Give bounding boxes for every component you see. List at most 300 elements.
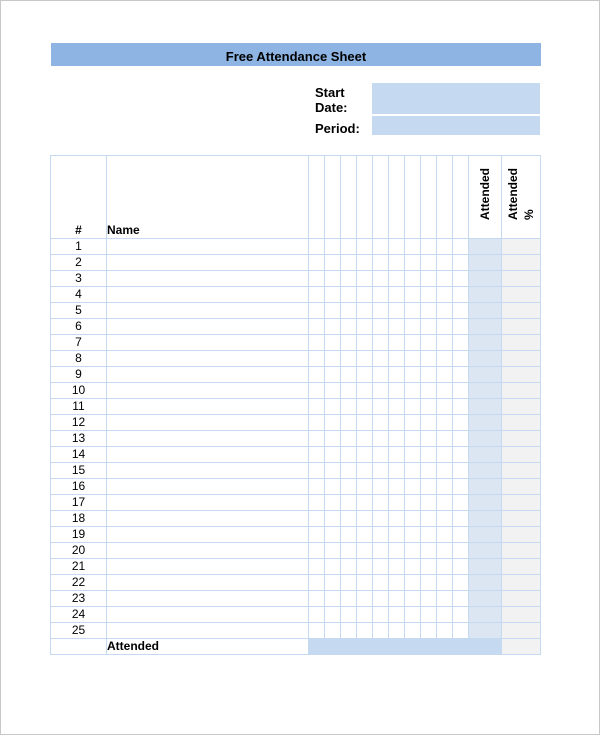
name-cell[interactable] [107, 511, 309, 527]
day-cell[interactable] [341, 367, 357, 383]
day-cell[interactable] [453, 271, 469, 287]
day-cell[interactable] [405, 383, 421, 399]
day-cell[interactable] [421, 415, 437, 431]
day-cell[interactable] [405, 591, 421, 607]
day-cell[interactable] [325, 575, 341, 591]
day-cell[interactable] [405, 335, 421, 351]
day-cell[interactable] [405, 271, 421, 287]
day-cell[interactable] [437, 271, 453, 287]
day-cell[interactable] [437, 431, 453, 447]
day-cell[interactable] [373, 607, 389, 623]
day-cell[interactable] [421, 591, 437, 607]
day-cell[interactable] [309, 543, 325, 559]
day-cell[interactable] [389, 463, 405, 479]
day-cell[interactable] [309, 367, 325, 383]
name-cell[interactable] [107, 527, 309, 543]
day-cell[interactable] [453, 543, 469, 559]
day-cell[interactable] [325, 319, 341, 335]
day-cell[interactable] [325, 559, 341, 575]
attended-cell[interactable] [469, 415, 502, 431]
day-cell[interactable] [341, 255, 357, 271]
day-cell[interactable] [373, 271, 389, 287]
attended-cell[interactable] [469, 255, 502, 271]
day-cell[interactable] [341, 591, 357, 607]
day-cell[interactable] [341, 543, 357, 559]
day-cell[interactable] [373, 527, 389, 543]
day-cell[interactable] [309, 575, 325, 591]
day-cell[interactable] [405, 463, 421, 479]
name-cell[interactable] [107, 383, 309, 399]
day-cell[interactable] [453, 607, 469, 623]
day-cell[interactable] [309, 527, 325, 543]
day-cell[interactable] [373, 447, 389, 463]
day-cell[interactable] [389, 511, 405, 527]
day-cell[interactable] [373, 383, 389, 399]
day-cell[interactable] [453, 463, 469, 479]
day-cell[interactable] [453, 239, 469, 255]
attended-cell[interactable] [469, 575, 502, 591]
day-cell[interactable] [437, 351, 453, 367]
day-cell[interactable] [437, 463, 453, 479]
day-cell[interactable] [405, 287, 421, 303]
day-cell[interactable] [341, 511, 357, 527]
day-cell[interactable] [437, 607, 453, 623]
day-cell[interactable] [453, 511, 469, 527]
day-cell[interactable] [325, 367, 341, 383]
day-cell[interactable] [341, 431, 357, 447]
day-cell[interactable] [437, 319, 453, 335]
day-cell[interactable] [357, 591, 373, 607]
day-cell[interactable] [357, 271, 373, 287]
day-cell[interactable] [325, 447, 341, 463]
day-cell[interactable] [389, 383, 405, 399]
day-cell[interactable] [357, 303, 373, 319]
attended-percent-cell[interactable] [502, 559, 541, 575]
day-cell[interactable] [421, 559, 437, 575]
day-cell[interactable] [389, 335, 405, 351]
day-cell[interactable] [357, 255, 373, 271]
day-cell[interactable] [437, 479, 453, 495]
day-cell[interactable] [453, 399, 469, 415]
day-cell[interactable] [325, 351, 341, 367]
attended-cell[interactable] [469, 607, 502, 623]
day-cell[interactable] [357, 559, 373, 575]
day-cell[interactable] [421, 287, 437, 303]
name-cell[interactable] [107, 415, 309, 431]
day-cell[interactable] [373, 319, 389, 335]
name-cell[interactable] [107, 303, 309, 319]
day-cell[interactable] [405, 511, 421, 527]
attended-percent-cell[interactable] [502, 463, 541, 479]
day-cell[interactable] [421, 335, 437, 351]
day-cell[interactable] [421, 463, 437, 479]
day-cell[interactable] [421, 383, 437, 399]
attended-percent-cell[interactable] [502, 287, 541, 303]
attended-percent-cell[interactable] [502, 303, 541, 319]
day-cell[interactable] [373, 479, 389, 495]
day-cell[interactable] [357, 351, 373, 367]
attended-percent-cell[interactable] [502, 271, 541, 287]
day-cell[interactable] [373, 351, 389, 367]
attended-cell[interactable] [469, 591, 502, 607]
day-cell[interactable] [389, 543, 405, 559]
day-cell[interactable] [341, 447, 357, 463]
day-cell[interactable] [405, 319, 421, 335]
attended-percent-cell[interactable] [502, 383, 541, 399]
day-cell[interactable] [325, 415, 341, 431]
day-cell[interactable] [341, 527, 357, 543]
day-cell[interactable] [373, 511, 389, 527]
day-cell[interactable] [341, 495, 357, 511]
day-cell[interactable] [357, 479, 373, 495]
day-cell[interactable] [405, 239, 421, 255]
name-cell[interactable] [107, 271, 309, 287]
day-cell[interactable] [437, 399, 453, 415]
day-cell[interactable] [437, 303, 453, 319]
day-cell[interactable] [357, 335, 373, 351]
day-cell[interactable] [309, 399, 325, 415]
day-cell[interactable] [453, 415, 469, 431]
day-cell[interactable] [325, 495, 341, 511]
day-cell[interactable] [421, 351, 437, 367]
name-cell[interactable] [107, 239, 309, 255]
attended-cell[interactable] [469, 543, 502, 559]
day-cell[interactable] [389, 287, 405, 303]
name-cell[interactable] [107, 351, 309, 367]
attended-percent-cell[interactable] [502, 431, 541, 447]
day-cell[interactable] [389, 575, 405, 591]
day-cell[interactable] [357, 447, 373, 463]
attended-percent-cell[interactable] [502, 255, 541, 271]
day-cell[interactable] [437, 255, 453, 271]
attended-cell[interactable] [469, 447, 502, 463]
attended-percent-cell[interactable] [502, 543, 541, 559]
day-cell[interactable] [453, 559, 469, 575]
day-cell[interactable] [341, 287, 357, 303]
name-cell[interactable] [107, 559, 309, 575]
day-cell[interactable] [453, 431, 469, 447]
day-cell[interactable] [357, 415, 373, 431]
attended-cell[interactable] [469, 239, 502, 255]
attended-cell[interactable] [469, 367, 502, 383]
day-cell[interactable] [437, 367, 453, 383]
day-cell[interactable] [421, 543, 437, 559]
day-cell[interactable] [357, 543, 373, 559]
name-cell[interactable] [107, 623, 309, 639]
day-cell[interactable] [357, 431, 373, 447]
attended-cell[interactable] [469, 319, 502, 335]
day-cell[interactable] [357, 527, 373, 543]
day-cell[interactable] [309, 591, 325, 607]
day-cell[interactable] [453, 383, 469, 399]
day-cell[interactable] [373, 591, 389, 607]
day-cell[interactable] [373, 575, 389, 591]
day-cell[interactable] [325, 607, 341, 623]
day-cell[interactable] [421, 239, 437, 255]
day-cell[interactable] [437, 239, 453, 255]
day-cell[interactable] [309, 495, 325, 511]
day-cell[interactable] [453, 303, 469, 319]
day-cell[interactable] [405, 367, 421, 383]
day-cell[interactable] [373, 543, 389, 559]
day-cell[interactable] [389, 303, 405, 319]
day-cell[interactable] [453, 335, 469, 351]
day-cell[interactable] [341, 575, 357, 591]
day-cell[interactable] [341, 271, 357, 287]
day-cell[interactable] [357, 239, 373, 255]
day-cell[interactable] [405, 527, 421, 543]
day-cell[interactable] [341, 351, 357, 367]
attended-percent-cell[interactable] [502, 399, 541, 415]
day-cell[interactable] [405, 303, 421, 319]
day-cell[interactable] [373, 431, 389, 447]
name-cell[interactable] [107, 591, 309, 607]
day-cell[interactable] [389, 447, 405, 463]
day-cell[interactable] [421, 431, 437, 447]
day-cell[interactable] [453, 623, 469, 639]
day-cell[interactable] [341, 607, 357, 623]
name-cell[interactable] [107, 607, 309, 623]
day-cell[interactable] [325, 271, 341, 287]
name-cell[interactable] [107, 543, 309, 559]
day-cell[interactable] [421, 319, 437, 335]
attended-cell[interactable] [469, 623, 502, 639]
day-cell[interactable] [309, 351, 325, 367]
attended-percent-cell[interactable] [502, 591, 541, 607]
day-cell[interactable] [341, 383, 357, 399]
day-cell[interactable] [325, 287, 341, 303]
day-cell[interactable] [389, 479, 405, 495]
day-cell[interactable] [357, 623, 373, 639]
day-cell[interactable] [437, 383, 453, 399]
name-cell[interactable] [107, 319, 309, 335]
day-cell[interactable] [357, 399, 373, 415]
day-cell[interactable] [325, 543, 341, 559]
day-cell[interactable] [357, 383, 373, 399]
day-cell[interactable] [341, 335, 357, 351]
attended-cell[interactable] [469, 511, 502, 527]
name-cell[interactable] [107, 463, 309, 479]
day-cell[interactable] [389, 527, 405, 543]
day-cell[interactable] [405, 543, 421, 559]
day-cell[interactable] [373, 495, 389, 511]
day-cell[interactable] [453, 351, 469, 367]
period-field[interactable] [372, 116, 540, 135]
name-cell[interactable] [107, 495, 309, 511]
day-cell[interactable] [405, 431, 421, 447]
day-cell[interactable] [453, 447, 469, 463]
day-cell[interactable] [309, 559, 325, 575]
day-cell[interactable] [437, 543, 453, 559]
day-cell[interactable] [325, 591, 341, 607]
attended-percent-cell[interactable] [502, 351, 541, 367]
day-cell[interactable] [341, 479, 357, 495]
day-cell[interactable] [453, 319, 469, 335]
day-cell[interactable] [421, 271, 437, 287]
name-cell[interactable] [107, 447, 309, 463]
day-cell[interactable] [341, 463, 357, 479]
day-cell[interactable] [389, 255, 405, 271]
day-cell[interactable] [389, 495, 405, 511]
day-cell[interactable] [437, 623, 453, 639]
day-cell[interactable] [309, 463, 325, 479]
day-cell[interactable] [325, 623, 341, 639]
day-cell[interactable] [405, 399, 421, 415]
day-cell[interactable] [421, 495, 437, 511]
day-cell[interactable] [357, 287, 373, 303]
day-cell[interactable] [437, 415, 453, 431]
day-cell[interactable] [357, 495, 373, 511]
day-cell[interactable] [437, 335, 453, 351]
day-cell[interactable] [437, 447, 453, 463]
day-cell[interactable] [389, 271, 405, 287]
day-cell[interactable] [453, 591, 469, 607]
day-cell[interactable] [405, 479, 421, 495]
day-cell[interactable] [357, 575, 373, 591]
attended-percent-cell[interactable] [502, 415, 541, 431]
day-cell[interactable] [421, 367, 437, 383]
day-cell[interactable] [437, 559, 453, 575]
day-cell[interactable] [389, 591, 405, 607]
day-cell[interactable] [405, 255, 421, 271]
day-cell[interactable] [421, 303, 437, 319]
day-cell[interactable] [453, 527, 469, 543]
day-cell[interactable] [437, 287, 453, 303]
day-cell[interactable] [309, 511, 325, 527]
attended-percent-cell[interactable] [502, 607, 541, 623]
day-cell[interactable] [309, 479, 325, 495]
attended-cell[interactable] [469, 559, 502, 575]
day-cell[interactable] [373, 239, 389, 255]
day-cell[interactable] [373, 335, 389, 351]
day-cell[interactable] [389, 399, 405, 415]
day-cell[interactable] [309, 383, 325, 399]
start-date-field[interactable] [372, 83, 540, 114]
day-cell[interactable] [453, 495, 469, 511]
name-cell[interactable] [107, 431, 309, 447]
day-cell[interactable] [341, 239, 357, 255]
day-cell[interactable] [389, 623, 405, 639]
attended-cell[interactable] [469, 399, 502, 415]
day-cell[interactable] [357, 511, 373, 527]
attended-percent-cell[interactable] [502, 479, 541, 495]
day-cell[interactable] [389, 239, 405, 255]
day-cell[interactable] [389, 351, 405, 367]
day-cell[interactable] [341, 623, 357, 639]
day-cell[interactable] [453, 255, 469, 271]
attended-percent-cell[interactable] [502, 511, 541, 527]
day-cell[interactable] [325, 383, 341, 399]
day-cell[interactable] [437, 591, 453, 607]
name-cell[interactable] [107, 367, 309, 383]
day-cell[interactable] [389, 559, 405, 575]
day-cell[interactable] [389, 367, 405, 383]
day-cell[interactable] [453, 367, 469, 383]
day-cell[interactable] [453, 287, 469, 303]
day-cell[interactable] [437, 495, 453, 511]
day-cell[interactable] [309, 271, 325, 287]
day-cell[interactable] [453, 479, 469, 495]
day-cell[interactable] [405, 623, 421, 639]
day-cell[interactable] [405, 351, 421, 367]
day-cell[interactable] [421, 399, 437, 415]
day-cell[interactable] [421, 623, 437, 639]
day-cell[interactable] [325, 479, 341, 495]
day-cell[interactable] [309, 287, 325, 303]
day-cell[interactable] [405, 415, 421, 431]
day-cell[interactable] [325, 399, 341, 415]
day-cell[interactable] [357, 319, 373, 335]
day-cell[interactable] [389, 607, 405, 623]
day-cell[interactable] [309, 623, 325, 639]
day-cell[interactable] [373, 415, 389, 431]
attended-percent-cell[interactable] [502, 335, 541, 351]
day-cell[interactable] [453, 575, 469, 591]
attended-cell[interactable] [469, 479, 502, 495]
attended-percent-cell[interactable] [502, 319, 541, 335]
day-cell[interactable] [325, 431, 341, 447]
attended-percent-cell[interactable] [502, 495, 541, 511]
day-cell[interactable] [373, 623, 389, 639]
day-cell[interactable] [373, 287, 389, 303]
day-cell[interactable] [325, 303, 341, 319]
day-cell[interactable] [325, 239, 341, 255]
day-cell[interactable] [341, 399, 357, 415]
day-cell[interactable] [373, 367, 389, 383]
attended-cell[interactable] [469, 335, 502, 351]
day-cell[interactable] [357, 367, 373, 383]
attended-cell[interactable] [469, 351, 502, 367]
day-cell[interactable] [421, 255, 437, 271]
day-cell[interactable] [373, 255, 389, 271]
day-cell[interactable] [421, 447, 437, 463]
day-cell[interactable] [389, 319, 405, 335]
day-cell[interactable] [357, 607, 373, 623]
footer-percent-cell[interactable] [502, 639, 541, 655]
name-cell[interactable] [107, 479, 309, 495]
attended-percent-cell[interactable] [502, 447, 541, 463]
attended-percent-cell[interactable] [502, 527, 541, 543]
day-cell[interactable] [309, 607, 325, 623]
day-cell[interactable] [373, 559, 389, 575]
attended-cell[interactable] [469, 271, 502, 287]
day-cell[interactable] [357, 463, 373, 479]
day-cell[interactable] [373, 399, 389, 415]
name-cell[interactable] [107, 399, 309, 415]
day-cell[interactable] [309, 255, 325, 271]
day-cell[interactable] [325, 527, 341, 543]
day-cell[interactable] [309, 239, 325, 255]
name-cell[interactable] [107, 335, 309, 351]
day-cell[interactable] [421, 575, 437, 591]
attended-cell[interactable] [469, 383, 502, 399]
day-cell[interactable] [309, 319, 325, 335]
day-cell[interactable] [405, 495, 421, 511]
attended-cell[interactable] [469, 463, 502, 479]
name-cell[interactable] [107, 255, 309, 271]
day-cell[interactable] [373, 303, 389, 319]
day-cell[interactable] [437, 575, 453, 591]
day-cell[interactable] [437, 511, 453, 527]
day-cell[interactable] [341, 415, 357, 431]
attended-cell[interactable] [469, 431, 502, 447]
day-cell[interactable] [309, 431, 325, 447]
day-cell[interactable] [325, 463, 341, 479]
day-cell[interactable] [437, 527, 453, 543]
day-cell[interactable] [309, 335, 325, 351]
day-cell[interactable] [373, 463, 389, 479]
day-cell[interactable] [341, 559, 357, 575]
